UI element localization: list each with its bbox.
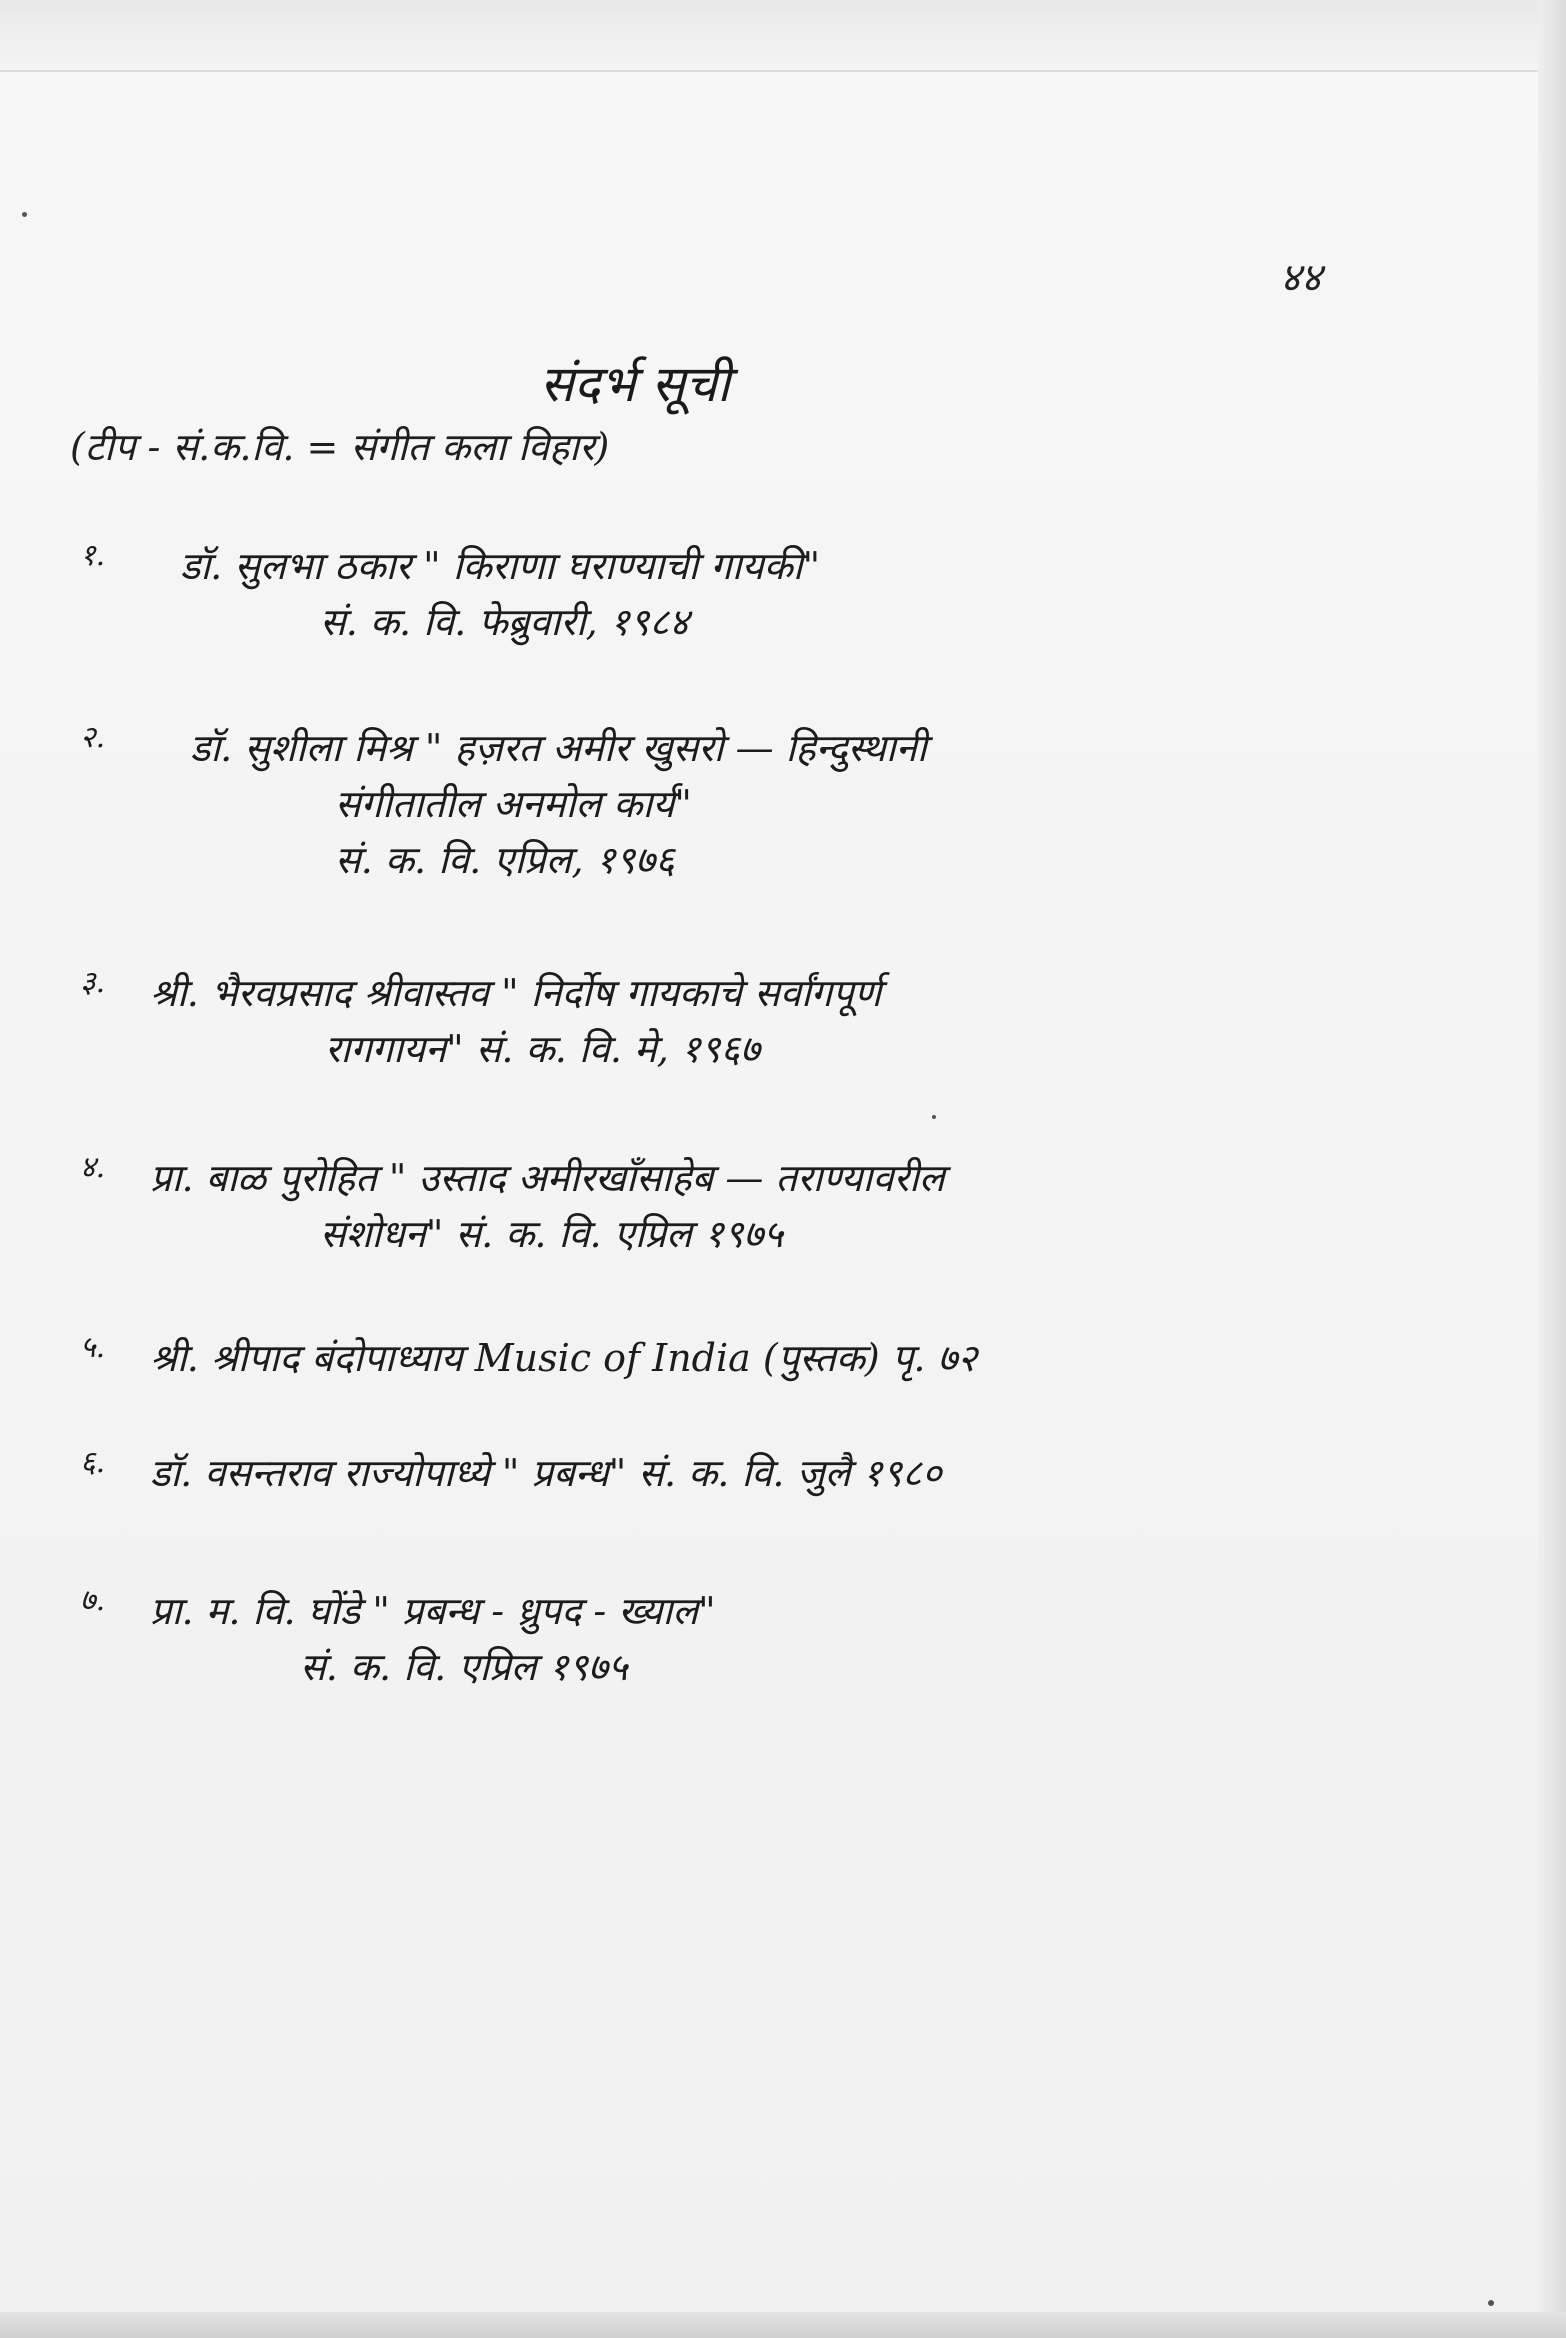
page-bottom-edge xyxy=(0,2312,1566,2338)
reference-item xyxy=(80,1150,1400,1262)
reference-line: सं. क. वि. एप्रिल, १९७६ xyxy=(335,838,675,882)
reference-line: रागगायन" सं. क. वि. मे, १९६७ xyxy=(325,1027,760,1071)
reference-line: सं. क. वि. फेब्रुवारी, १९८४ xyxy=(320,600,689,644)
reference-line: संशोधन" सं. क. वि. एप्रिल १९७५ xyxy=(320,1212,784,1256)
reference-line: सं. क. वि. एप्रिल १९७५ xyxy=(300,1645,628,1689)
reference-number: २. xyxy=(80,720,106,755)
page-top-edge xyxy=(0,0,1566,72)
reference-number: १. xyxy=(80,538,106,573)
abbreviation-note: (टीप - सं.क.वि. = संगीत कला विहार) xyxy=(70,425,610,469)
reference-number: ७. xyxy=(80,1583,106,1618)
page-title: संदर्भ सूची xyxy=(540,355,730,413)
reference-number: ५. xyxy=(80,1330,106,1365)
reference-item xyxy=(80,538,1400,650)
page-number: ४४ xyxy=(1280,255,1322,301)
reference-item xyxy=(80,965,1400,1077)
ink-speck xyxy=(932,1115,936,1119)
reference-item xyxy=(80,1445,1400,1501)
reference-line: श्री. भैरवप्रसाद श्रीवास्तव " निर्दोष गायकाचे सर्वांगपूर्ण xyxy=(150,971,882,1015)
reference-line: डॉ. सुशीला मिश्र " हज़रत अमीर खुसरो — हिन्दुस्थानी xyxy=(190,726,927,770)
ink-speck xyxy=(1488,2300,1494,2306)
reference-item xyxy=(80,1583,1400,1695)
reference-item xyxy=(80,720,1400,888)
reference-line: प्रा. बाळ पुरोहित " उस्ताद अमीरखाँसाहेब — तराण्यावरील xyxy=(150,1156,945,1200)
reference-item xyxy=(80,1330,1400,1386)
ink-speck xyxy=(22,212,27,217)
reference-line: डॉ. सुलभा ठकार " किराणा घराण्याची गायकी" xyxy=(180,544,821,588)
page-right-edge xyxy=(1538,0,1566,2338)
reference-line: श्री. श्रीपाद बंदोपाध्याय Music of India (पुस्तक) पृ. ७२ xyxy=(150,1336,978,1380)
reference-number: ३. xyxy=(80,965,106,1000)
reference-number: ६. xyxy=(80,1445,106,1480)
reference-line: संगीतातील अनमोल कार्य" xyxy=(335,782,692,826)
reference-line: डॉ. वसन्तराव राज्योपाध्ये " प्रबन्ध" सं. क. वि. जुलै १९८० xyxy=(150,1451,942,1495)
reference-line: प्रा. म. वि. घोंडे " प्रबन्ध - ध्रुपद - ख्याल" xyxy=(150,1589,716,1633)
reference-number: ४. xyxy=(80,1150,106,1185)
